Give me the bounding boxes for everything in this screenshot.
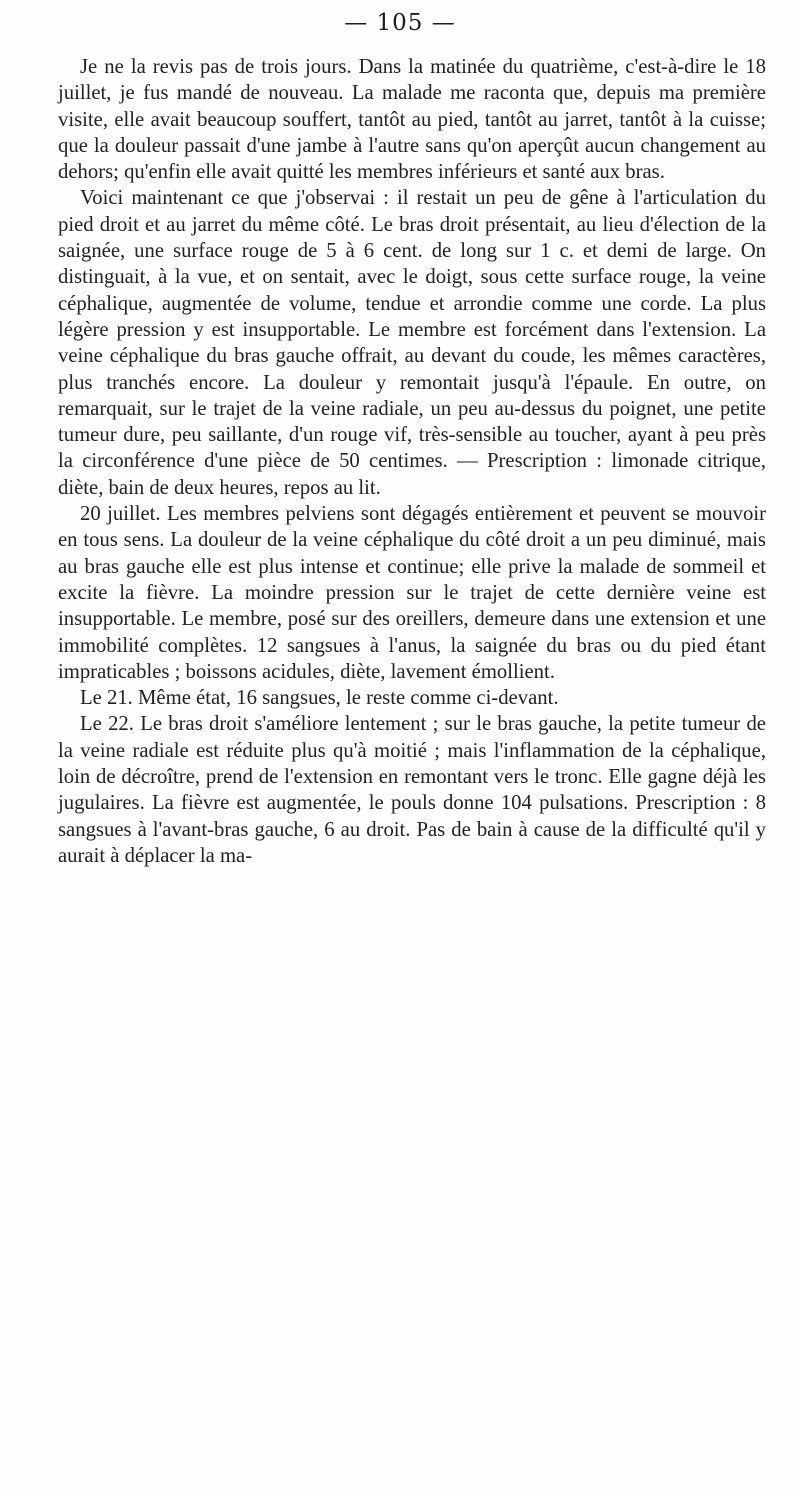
paragraph-1: Je ne la revis pas de trois jours. Dans la matinée du quatrième, c'est-à-dire le 18 juillet, je fus mandé de nouveau. La malade me raconta que, depuis ma première visite, elle avait beaucoup souffert, tantôt au pied, tantôt au jarret, tantôt à la cuisse; que la douleur passait d'une jambe à l'autre sans qu'on aperçût aucun changement au dehors; qu'enfin elle avait quitté les membres inférieurs et santé aux bras. [58,56,766,184]
page-number-header: — 105 — [344,10,456,36]
paragraph-3: 20 juillet. Les membres pelviens sont dégagés entièrement et peuvent se mouvoir en tous sens. La douleur de la veine céphalique du côté droit a un peu diminué, mais au bras gauche elle est plus intense et continue; elle prive la malade de sommeil et excite la fièvre. La moindre pression sur le trajet de cette dernière veine est insupportable. Le membre, posé sur des oreillers, demeure dans une extension et une immobilité complètes. 12 sangsues à l'anus, la saignée du bras ou du pied étant impraticables ; boissons acidules, diète, lavement émollient. [58,503,766,683]
paragraph-5: Le 22. Le bras droit s'améliore lentement ; sur le bras gauche, la petite tumeur de la veine radiale est réduite plus qu'à moitié ; mais l'inflammation de la céphalique, loin de décroître, prend de l'extension en remontant vers le tronc. Elle gagne déjà les jugulaires. La fièvre est augmentée, le pouls donne 104 pulsations. Prescription : 8 sangsues à l'avant-bras gauche, 6 au droit. Pas de bain à cause de la difficulté qu'il y aurait à déplacer la ma- [58,713,766,867]
body-text [58,54,766,869]
paragraph-2: Voici maintenant ce que j'observai : il restait un peu de gêne à l'articulation du pied droit et au jarret du même côté. Le bras droit présentait, au lieu d'élection de la saignée, une surface rouge de 5 à 6 cent. de long sur 1 c. et demi de large. On distinguait, à la vue, et on sentait, avec le doigt, sous cette surface rouge, la veine céphalique, augmentée de volume, tendue et arrondie comme une corde. La plus légère pression y est insupportable. Le membre est forcément dans l'extension. La veine céphalique du bras gauche offrait, au devant du coude, les mêmes caractères, plus tranchés encore. La douleur y remontait jusqu'à l'épaule. En outre, on remarquait, sur le trajet de la veine radiale, un peu au-dessus du poignet, une petite tumeur dure, peu saillante, d'un rouge vif, très-sensible au toucher, ayant à peu près la circonférence d'une pièce de 50 centimes. — Prescription : limonade citrique, diète, bain de deux heures, repos au lit. [58,187,766,499]
paragraph-4: Le 21. Même état, 16 sangsues, le reste comme ci-devant. [80,687,559,710]
